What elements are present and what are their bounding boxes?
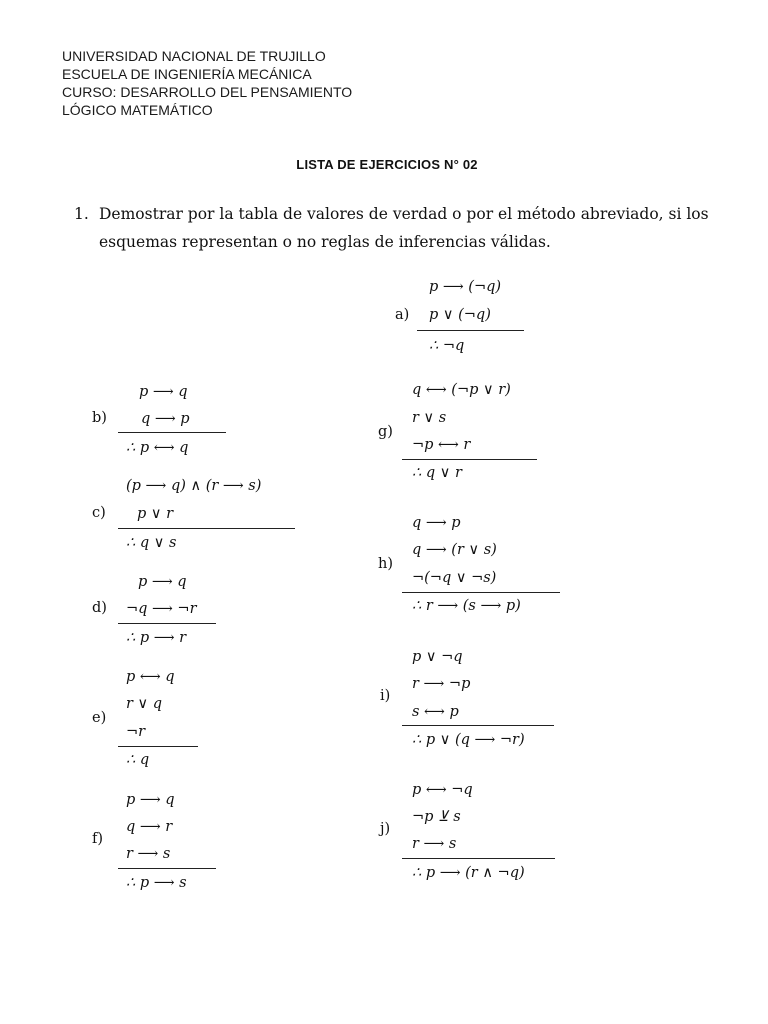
premise: ¬p ⊻ s bbox=[412, 809, 461, 825]
exercise-label: j) bbox=[380, 821, 391, 837]
premise: q ⟶ (r ∨ s) bbox=[412, 542, 497, 558]
premise: p ⟷ ¬q bbox=[412, 782, 473, 798]
exercise-label: d) bbox=[92, 600, 107, 616]
conclusion: ∴ p ⟷ q bbox=[126, 440, 189, 456]
inference-line bbox=[402, 725, 554, 726]
premise: p ∨ r bbox=[137, 506, 174, 522]
conclusion: ∴ ¬q bbox=[429, 338, 465, 354]
question-1 bbox=[74, 200, 744, 256]
inference-line bbox=[118, 623, 216, 624]
premise: s ⟷ p bbox=[412, 704, 459, 720]
premise: r ∨ q bbox=[126, 696, 163, 712]
conclusion: ∴ q bbox=[126, 752, 150, 768]
conclusion: ∴ p ∨ (q ⟶ ¬r) bbox=[412, 732, 525, 748]
course-name-cont: LÓGICO MATEMÁTICO bbox=[62, 102, 213, 118]
conclusion: ∴ p ⟶ r bbox=[126, 630, 187, 646]
conclusion: ∴ q ∨ s bbox=[126, 535, 177, 551]
inference-line bbox=[417, 330, 524, 331]
premise: p ⟶ q bbox=[126, 792, 175, 808]
inference-line bbox=[118, 432, 226, 433]
school-name: ESCUELA DE INGENIERÍA MECÁNICA bbox=[62, 66, 312, 82]
premise: p ∨ (¬q) bbox=[429, 307, 491, 323]
exercise-label: f) bbox=[92, 831, 104, 847]
premise: p ⟷ q bbox=[126, 669, 175, 685]
inference-line bbox=[402, 858, 555, 859]
conclusion: ∴ q ∨ r bbox=[412, 465, 462, 481]
inference-line bbox=[118, 746, 198, 747]
inference-line bbox=[118, 528, 295, 529]
conclusion: ∴ r ⟶ (s ⟶ p) bbox=[412, 598, 521, 614]
course-name: CURSO: DESARROLLO DEL PENSAMIENTO bbox=[62, 84, 353, 100]
exercise-label: c) bbox=[92, 505, 106, 521]
premise: (p ⟶ q) ∧ (r ⟶ s) bbox=[126, 478, 262, 494]
premise: ¬p ⟷ r bbox=[412, 437, 471, 453]
inference-line bbox=[118, 868, 216, 869]
premise: r ⟶ ¬p bbox=[412, 676, 471, 692]
conclusion: ∴ p ⟶ (r ∧ ¬q) bbox=[412, 865, 525, 881]
premise: q ⟷ (¬p ∨ r) bbox=[412, 382, 511, 398]
premise: r ∨ s bbox=[412, 410, 447, 426]
exercise-label: b) bbox=[92, 410, 107, 426]
question-number: 1. bbox=[74, 205, 89, 223]
exercise-label: g) bbox=[378, 424, 393, 440]
premise: q ⟶ p bbox=[412, 515, 461, 531]
exercise-label: e) bbox=[92, 710, 107, 726]
document-header bbox=[62, 47, 352, 119]
premise: ¬q ⟶ ¬r bbox=[126, 601, 197, 617]
premise: p ⟶ q bbox=[139, 384, 188, 400]
page-title: LISTA DE EJERCICIOS N° 02 bbox=[296, 157, 478, 172]
premise: ¬r bbox=[126, 724, 146, 740]
exercise-label: a) bbox=[395, 307, 410, 323]
premise: r ⟶ s bbox=[412, 836, 457, 852]
inference-line bbox=[402, 592, 560, 593]
premise: ¬(¬q ∨ ¬s) bbox=[412, 570, 497, 586]
conclusion: ∴ p ⟶ s bbox=[126, 875, 187, 891]
exercise-label: i) bbox=[380, 688, 391, 704]
premise: p ⟶ (¬q) bbox=[429, 279, 502, 295]
premise: q ⟶ r bbox=[126, 819, 173, 835]
premise: p ∨ ¬q bbox=[412, 649, 463, 665]
premise: r ⟶ s bbox=[126, 846, 171, 862]
question-text: Demostrar por la tabla de valores de verdad o por el método abreviado, si los esquemas representan o no reglas de inferencias válidas. bbox=[99, 205, 709, 251]
university-name: UNIVERSIDAD NACIONAL DE TRUJILLO bbox=[62, 48, 326, 64]
premise: q ⟶ p bbox=[141, 411, 190, 427]
exercise-label: h) bbox=[378, 556, 393, 572]
inference-line bbox=[402, 459, 537, 460]
premise: p ⟶ q bbox=[138, 574, 187, 590]
